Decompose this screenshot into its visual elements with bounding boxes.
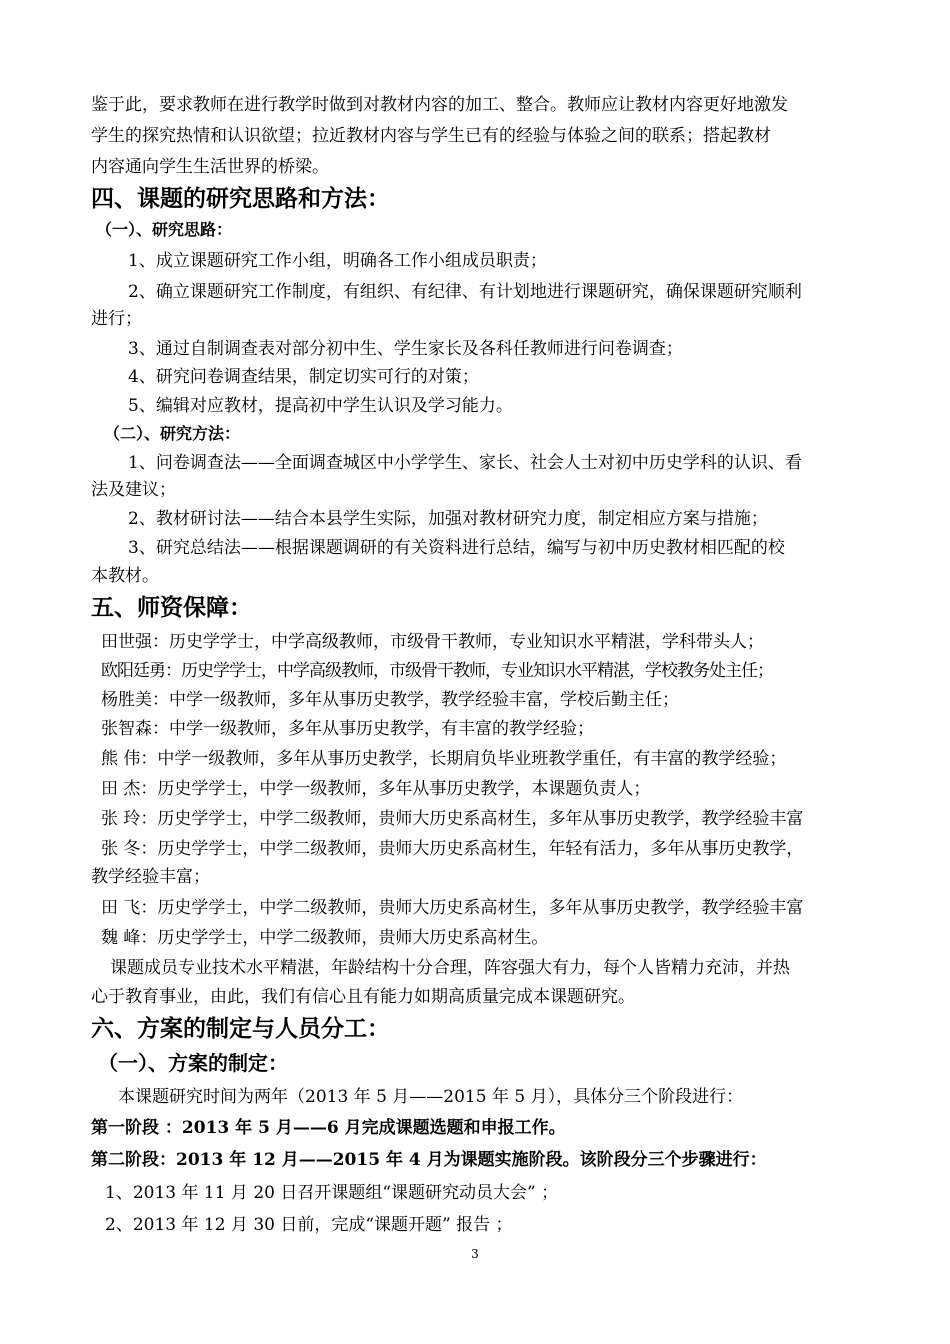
- section4-sub2-item-3: 3、研究总结法——根据课题调研的有关资料进行总结，编写与初中历史教材相匹配的校: [128, 538, 785, 558]
- staff-line-5: 熊 伟：中学一级教师，多年从事历史教学，长期肩负毕业班教学重任，有丰富的教学经验；: [101, 749, 787, 769]
- phase-2-step-2: 2、2013 年 12 月 30 日前，完成“课题开题” 报告 ；: [105, 1215, 513, 1235]
- section4-title: 四、课题的研究思路和方法：: [91, 186, 390, 212]
- page-number: 3: [471, 1247, 479, 1261]
- staff-line-8: 张 冬：历史学学士，中学二级教师，贵师大历史系高材生，年轻有活力，多年从事历史教学，: [101, 839, 804, 859]
- section5-summary-1: 课题成员专业技术水平精湛，年龄结构十分合理，阵容强大有力，每个人皆精力充沛，并热: [110, 958, 790, 978]
- staff-line-7: 张 玲：历史学学士，中学二级教师，贵师大历史系高材生，多年从事历史教学，教学经验丰富: [101, 809, 804, 829]
- staff-line-4: 张智森：中学一级教师，多年从事历史教学，有丰富的教学经验；: [101, 719, 594, 739]
- section4-sub1-title: （一）、研究思路：: [96, 220, 233, 239]
- staff-line-2: 欧阳廷勇：历史学学士，中学高级教师，市级骨干教师，专业知识水平精湛，学校教务处主任；: [101, 661, 773, 681]
- intro-line-2: 学生的探究热情和认识欲望；拉近教材内容与学生已有的经验与体验之间的联系；搭起教材: [91, 126, 771, 146]
- section6-sub1-title: （一）、方案的制定：: [98, 1051, 288, 1075]
- section5-title: 五、师资保障：: [91, 595, 252, 621]
- phase-2: 第二阶段：2013 年 12 月——2015 年 4 月为课题实施阶段。该阶段分三个步骤进行：: [91, 1150, 767, 1170]
- section4-sub1-item-2: 2、确立课题研究工作制度，有组织、有纪律、有计划地进行课题研究，确保课题研究顺利: [128, 282, 802, 302]
- staff-line-1: 田世强：历史学学士，中学高级教师，市级骨干教师，专业知识水平精湛，学科带头人；: [101, 632, 764, 652]
- section4-sub2-item-3-cont: 本教材。: [91, 566, 159, 586]
- section4-sub2-item-1: 1、问卷调查法——全面调查城区中小学学生、家长、社会人士对初中历史学科的认识、看: [128, 453, 802, 473]
- staff-line-10: 魏 峰：历史学学士，中学二级教师，贵师大历史系高材生。: [101, 928, 549, 948]
- phase-1: 第一阶段 ：2013 年 5 月——6 月完成课题选题和申报工作。: [91, 1118, 566, 1138]
- section6-line-1: 本课题研究时间为两年（2013 年 5 月——2015 年 5 月），具体分三个阶段进行：: [118, 1087, 744, 1107]
- section4-sub1-item-4: 4、研究问卷调查结果，制定切实可行的对策；: [128, 367, 479, 387]
- phase-2-step-1: 1、2013 年 11 月 20 日召开课题组“课题研究动员大会” ；: [105, 1183, 559, 1203]
- section4-sub1-item-3: 3、通过自制调查表对部分初中生、学生家长及各科任教师进行问卷调查；: [128, 339, 683, 359]
- section4-sub1-item-5: 5、编辑对应教材，提高初中学生认识及学习能力。: [128, 396, 513, 416]
- staff-line-9: 田 飞：历史学学士，中学二级教师，贵师大历史系高材生，多年从事历史教学，教学经验丰富: [101, 898, 804, 918]
- section4-sub1-item-1: 1、成立课题研究工作小组，明确各工作小组成员职责；: [128, 251, 547, 271]
- staff-line-3: 杨胜美：中学一级教师，多年从事历史教学，教学经验丰富，学校后勤主任；: [101, 690, 679, 710]
- intro-line-3: 内容通向学生生活世界的桥梁。: [91, 157, 329, 177]
- intro-line-1: 鉴于此，要求教师在进行教学时做到对教材内容的加工、整合。教师应让教材内容更好地激发: [91, 95, 788, 115]
- staff-line-6: 田 杰：历史学学士，中学一级教师，多年从事历史教学，本课题负责人；: [101, 779, 651, 799]
- section4-sub2-item-1-cont: 法及建议；: [91, 480, 176, 500]
- section4-sub2-item-2: 2、教材研讨法——结合本县学生实际，加强对教材研究力度，制定相应方案与措施；: [128, 509, 768, 529]
- staff-line-8-cont: 教学经验丰富；: [91, 867, 210, 887]
- section5-summary-2: 心于教育事业，由此，我们有信心且有能力如期高质量完成本课题研究。: [91, 987, 635, 1007]
- section6-title: 六、方案的制定与人员分工：: [91, 1016, 390, 1042]
- section4-sub1-item-2-cont: 进行；: [91, 309, 142, 329]
- section4-sub2-title: （二）、研究方法：: [104, 424, 241, 443]
